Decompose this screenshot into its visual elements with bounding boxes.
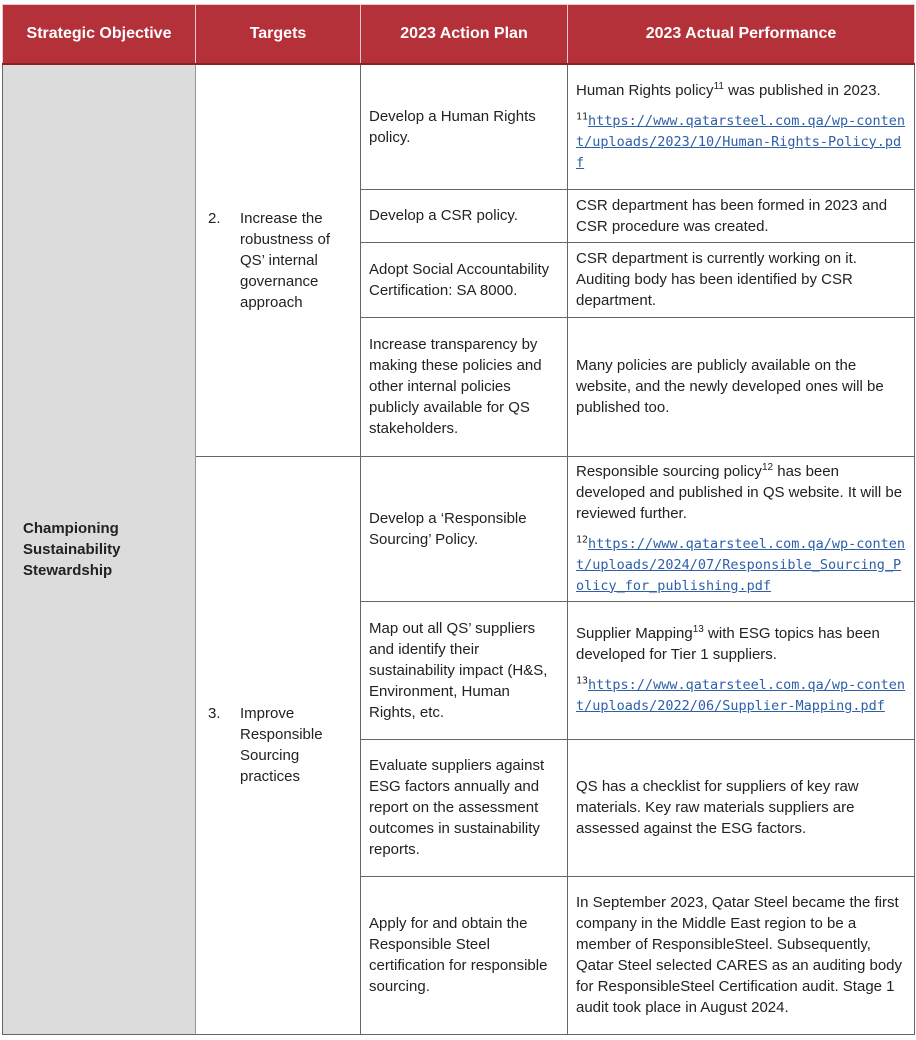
performance-cell (568, 189, 915, 242)
target-text: Increase the robustness of QS’ internal governance approach (240, 209, 331, 311)
performance-cell (568, 739, 915, 876)
table-row (3, 64, 915, 189)
performance-text: Responsible sourcing policy (576, 462, 762, 480)
footnote-link[interactable]: https://www.qatarsteel.com.qa/wp-content/uploads/2023/10/Human-Rights-Policy.pdf (576, 112, 906, 171)
objectives-table (2, 4, 915, 1035)
action-plan-text: Develop a ‘Responsible Sourcing’ Policy. (369, 509, 527, 548)
performance-cell (568, 876, 915, 1034)
performance-text-rest: with ESG topics has been developed for Tier 1 suppliers. (576, 625, 880, 663)
performance-cell (568, 456, 915, 601)
footnote-number: 13 (576, 675, 589, 687)
action-plan-cell (361, 739, 568, 876)
action-plan-text: Evaluate suppliers against ESG factors annually and report on the assessment outcomes in sustainability reports. (369, 757, 545, 858)
footnote-link[interactable]: https://www.qatarsteel.com.qa/wp-content/uploads/2022/06/Supplier-Mapping.pdf (576, 677, 906, 714)
footnote-marker: 12 (761, 461, 774, 473)
performance-cell (568, 601, 915, 739)
action-plan-cell (361, 317, 568, 456)
footnote-marker: 11 (713, 80, 724, 92)
performance-text: CSR department is currently working on it. Auditing body has been identified by CSR department. (576, 250, 857, 309)
target-number: 2. (208, 209, 221, 227)
target-number: 3. (208, 705, 221, 722)
target-cell (196, 64, 361, 456)
performance-text-rest: was published in 2023. (723, 81, 881, 99)
performance-text: Supplier Mapping (576, 625, 693, 642)
action-plan-cell (361, 189, 568, 242)
action-plan-cell (361, 64, 568, 189)
action-plan-text: Develop a Human Rights policy. (369, 107, 536, 146)
header-targets: Targets (196, 5, 361, 65)
footnote-marker: 13 (692, 624, 704, 635)
footnote-link[interactable]: https://www.qatarsteel.com.qa/wp-content/uploads/2024/07/Responsible_Sourcing_Policy_for_publishing.pdf (576, 535, 906, 594)
action-plan-cell (361, 456, 568, 601)
action-plan-text: Increase transparency by making these policies and other internal policies publicly available for QS stakeholders. (369, 336, 542, 437)
strategic-objective-cell (3, 64, 196, 1034)
footnote-number: 12 (576, 534, 589, 545)
performance-cell (568, 317, 915, 456)
performance-text-rest: has been developed and published in QS website. It will be reviewed further. (576, 462, 903, 522)
performance-text: In September 2023, Qatar Steel became the first company in the Middle East region to be a member of ResponsibleSteel. Subsequently, Qatar Steel selected CARES as an auditing body for ResponsibleSteel Certification audit. Stage 1 audit took place in August 2024. (576, 894, 903, 1016)
performance-cell (568, 64, 915, 189)
header-strategic-objective: Strategic Objective (3, 5, 196, 65)
strategic-objective-text: Championing Sustainability Stewardship (23, 519, 121, 579)
performance-text: Human Rights policy (576, 81, 714, 99)
action-plan-text: Develop a CSR policy. (369, 207, 518, 224)
target-cell (196, 456, 361, 1034)
performance-text: Many policies are publicly available on the website, and the newly developed ones will be published too. (576, 357, 884, 416)
footnote-number: 11 (576, 111, 589, 123)
action-plan-text: Map out all QS’ suppliers and identify their sustainability impact (H&S, Environment, Human Rights, etc. (369, 619, 548, 721)
header-actual-performance: 2023 Actual Performance (568, 5, 915, 65)
performance-text: QS has a checklist for suppliers of key raw materials. Key raw materials suppliers are assessed against the ESG factors. (576, 778, 859, 837)
action-plan-cell (361, 876, 568, 1034)
performance-text: CSR department has been formed in 2023 and CSR procedure was created. (576, 196, 888, 235)
action-plan-cell (361, 242, 568, 317)
header-row (3, 5, 915, 65)
target-text: Improve Responsible Sourcing practices (240, 705, 323, 785)
performance-cell (568, 242, 915, 317)
action-plan-text: Adopt Social Accountability Certification: SA 8000. (369, 260, 550, 299)
action-plan-cell (361, 601, 568, 739)
action-plan-text: Apply for and obtain the Responsible Steel certification for responsible sourcing. (369, 915, 548, 995)
header-action-plan: 2023 Action Plan (361, 5, 568, 65)
